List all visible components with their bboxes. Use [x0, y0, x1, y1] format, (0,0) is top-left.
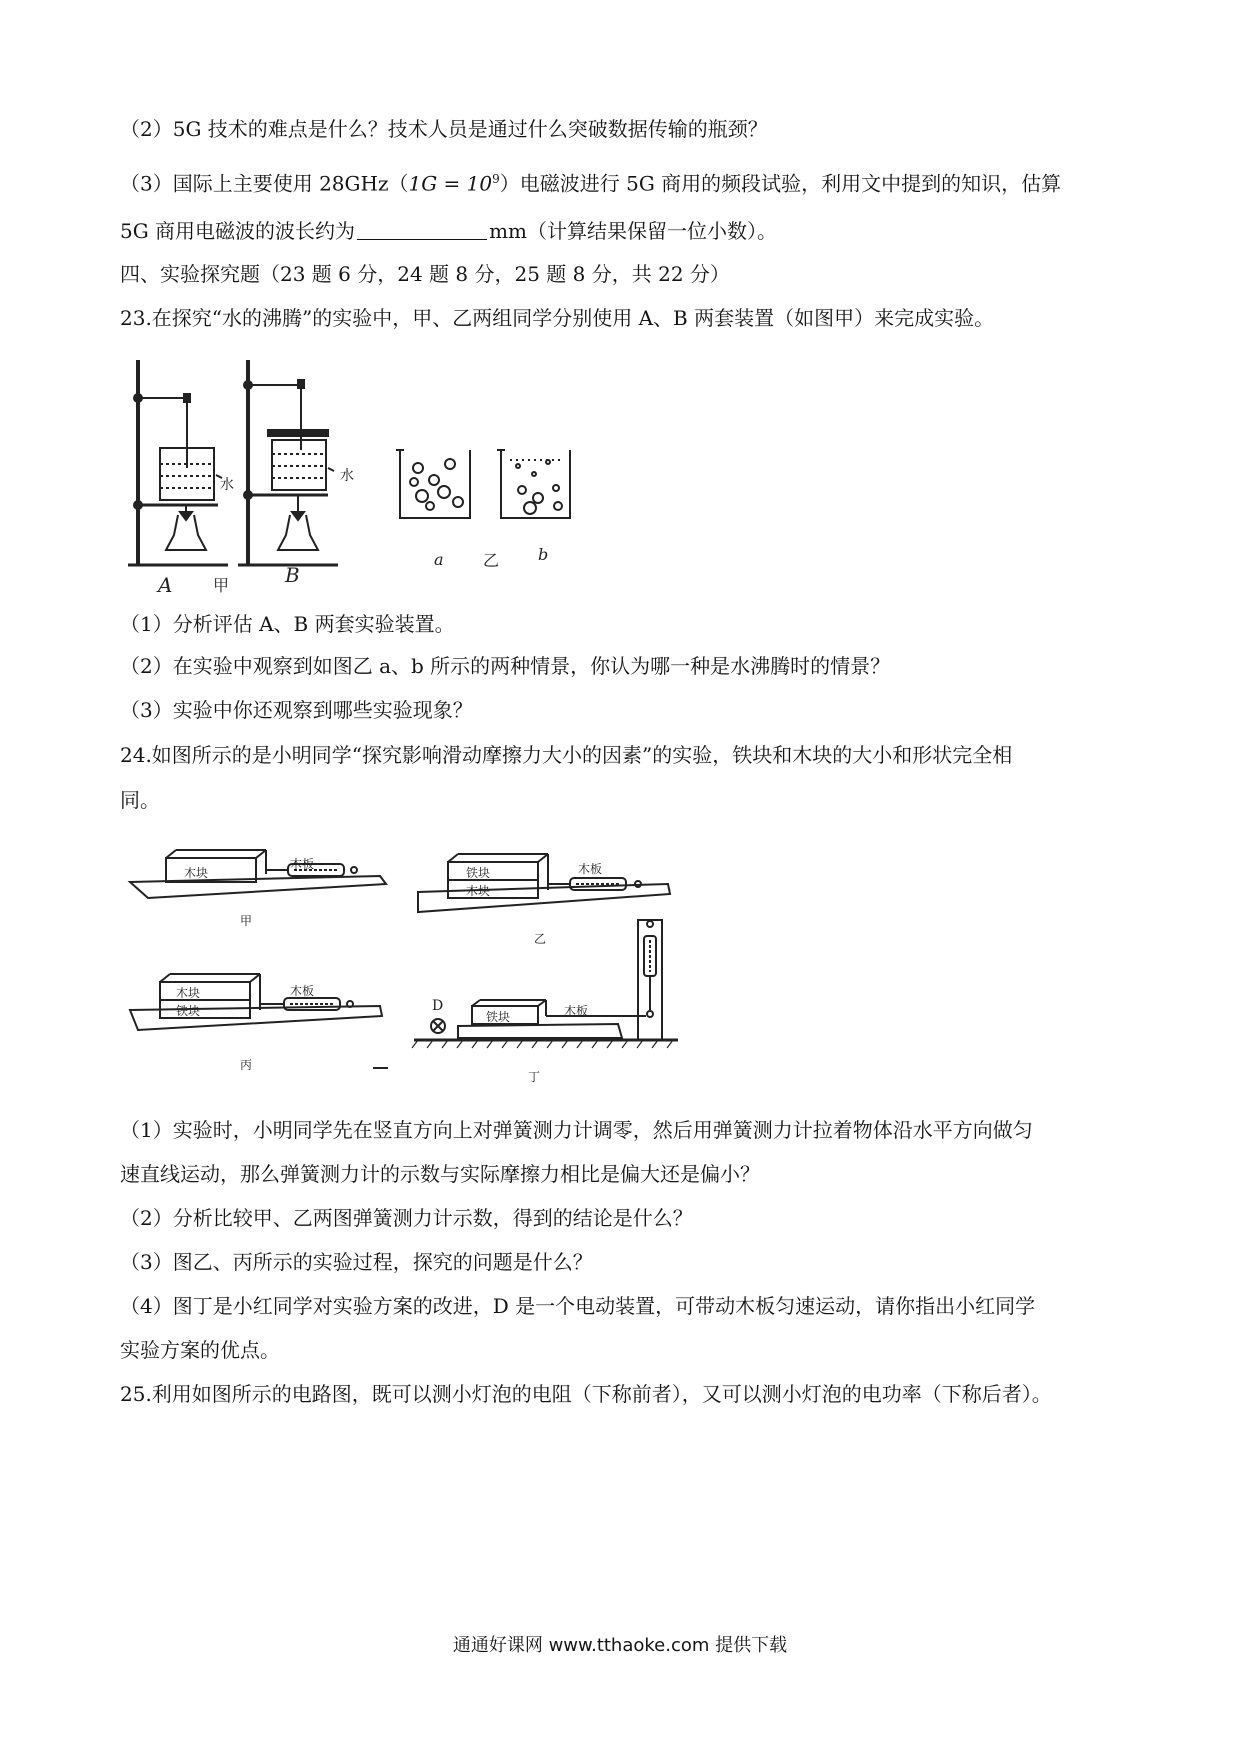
q23-part1: （1）分析评估 A、B 两套实验装置。 [120, 612, 455, 636]
fig-label-yi: 乙 [483, 551, 500, 570]
fig-label-water-a: 水 [220, 477, 234, 493]
q24-part4-line2: 实验方案的优点。 [120, 1338, 280, 1362]
apparatus-b [238, 360, 338, 565]
q23-part3: （3）实验中你还观察到哪些实验现象？ [120, 698, 473, 722]
q24-part1-line1: （1）实验时，小明同学先在竖直方向上对弹簧测力计调零，然后用弹簧测力计拉着物体沿水平方向做匀 [120, 1118, 1033, 1142]
q22-part3-text-b: ）电磁波进行 5G 商用的频段试验，利用文中提到的知识，估算 [499, 171, 1062, 196]
q24-stem-line1: 24.如图所示的是小明同学“探究影响滑动摩擦力大小的因素”的实验，铁块和木块的大小和形状完全相 [120, 743, 1013, 767]
q22-part3-text-d: mm（计算结果保留一位小数）。 [489, 219, 777, 243]
setup-bing [130, 974, 382, 1030]
footer-download-note: 通通好课网 www.tthaoke.com 提供下载 [452, 1635, 788, 1656]
q22-unit-exponent: 9 [492, 172, 500, 186]
apparatus-a [128, 360, 228, 565]
q22-part3-line2 [120, 217, 777, 245]
fig-label-ding: 丁 [528, 1070, 541, 1084]
beaker-b [497, 450, 570, 518]
fig-label-d: D [432, 998, 444, 1014]
q24-part1-line2: 速直线运动，那么弹簧测力计的示数与实际摩擦力相比是偏大还是偏小？ [120, 1162, 760, 1186]
q23-stem: 23.在探究“水的沸腾”的实验中，甲、乙两组同学分别使用 A、B 两套装置（如图甲）来完成实验。 [120, 306, 995, 330]
fig-label-muban-ding: 木板 [564, 1004, 589, 1018]
section-heading: 四、实验探究题（23 题 6 分，24 题 8 分，25 题 8 分，共 22 分） [120, 262, 730, 286]
fig-label-muban-jia: 木板 [290, 857, 315, 871]
q24-part4-line1: （4）图丁是小红同学对实验方案的改进，D 是一个电动装置，可带动木板匀速运动，请你指出小红同学 [120, 1294, 1036, 1318]
beaker-a [396, 450, 470, 518]
q22-part3-text-c: 5G 商用电磁波的波长约为 [120, 219, 356, 243]
q22-part2: （2）5G 技术的难点是什么？技术人员是通过什么突破数据传输的瓶颈？ [120, 117, 768, 141]
q22-part3-text-a: （3）国际上主要使用 28GHz（ [120, 171, 409, 196]
fig-label-muban-bing: 木板 [290, 984, 315, 998]
q23-part2: （2）在实验中观察到如图乙 a、b 所示的两种情景，你认为哪一种是水沸腾时的情景？ [120, 654, 891, 678]
fig-label-jia: 甲 [213, 576, 230, 595]
fig-label-bing: 丙 [240, 1058, 253, 1072]
boiling-apparatus-figure [118, 350, 638, 595]
fig-label-mukuai-yi: 木块 [466, 884, 491, 898]
fig-label-jia: 甲 [240, 914, 253, 928]
fig-label-water-b: 水 [340, 468, 354, 484]
fig-label-b: b [538, 545, 549, 564]
fig-label-yi: 乙 [534, 932, 547, 946]
fig-label-mukuai-bing: 木块 [176, 986, 201, 1000]
fig-label-b-apparatus: B [285, 563, 300, 587]
fig-label-a: a [434, 550, 444, 569]
q24-stem-line2: 同。 [120, 788, 160, 812]
setup-yi [418, 854, 670, 912]
q24-part2: （2）分析比较甲、乙两图弹簧测力计示数，得到的结论是什么？ [120, 1206, 693, 1230]
fig-label-muban-yi: 木板 [578, 862, 603, 876]
q22-unit-formula: 1G = 10 [408, 171, 493, 196]
fig-label-a-apparatus: A [158, 573, 173, 597]
setup-jia [130, 850, 386, 898]
q22-part3-line1 [120, 165, 1061, 198]
q24-part3: （3）图乙、丙所示的实验过程，探究的问题是什么？ [120, 1250, 593, 1274]
answer-blank[interactable] [357, 219, 487, 240]
fig-label-mukuai-jia: 木块 [184, 866, 209, 880]
fig-label-tiekuai-ding: 铁块 [486, 1010, 511, 1024]
q25-stem: 25.利用如图所示的电路图，既可以测小灯泡的电阻（下称前者），又可以测小灯泡的电功率（下称后者）。 [120, 1382, 1052, 1406]
fig-label-tiekuai-yi: 铁块 [466, 866, 491, 880]
fig-label-tiekuai-bing: 铁块 [176, 1004, 201, 1018]
